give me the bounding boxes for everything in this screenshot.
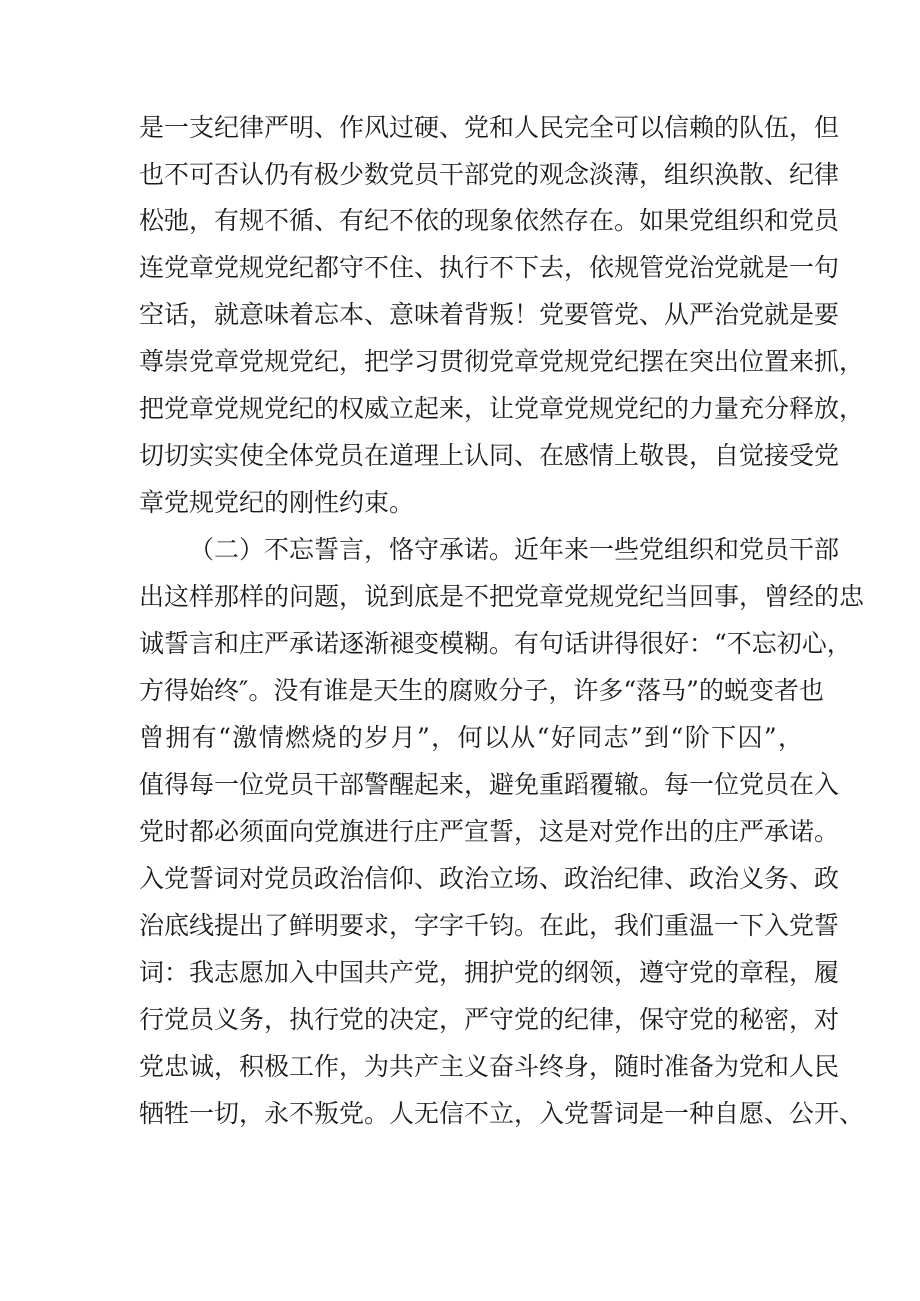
text-line: 尊崇党章党规党纪，把学习贯彻党章党规党纪摆在突出位置来抓， (139, 347, 865, 376)
text-line: 值得每一位党员干部警醒起来，避免重蹈覆辙。每一位党员在入 (139, 770, 840, 799)
text-line: 方得始终″。没有谁是天生的腐败分子，许多“落马”的蜕变者也 (139, 676, 824, 705)
text-line: 章党规党纪的刚性约束。 (139, 488, 415, 517)
text-line: 也不可否认仍有极少数党员干部党的观念淡薄，组织涣散、纪律 (139, 160, 840, 189)
text-line: 诚誓言和庄严承诺逐渐褪变模糊。有句话讲得很好：“不忘初心， (139, 629, 852, 658)
text-line: 空话，就意味着忘本、意味着背叛！党要管党、从严治党就是要 (139, 300, 840, 329)
text-line: 党时都必须面向党旗进行庄严宣誓，这是对党作出的庄严承诺。 (139, 817, 840, 846)
text-line: 松弛，有规不循、有纪不依的现象依然存在。如果党组织和党员 (139, 206, 840, 235)
text-line: 把党章党规党纪的权威立起来，让党章党规党纪的力量充分释放， (139, 394, 865, 423)
text-line: 出这样那样的问题，说到底是不把党章党规党纪当回事，曾经的忠 (139, 582, 865, 611)
text-line: 治底线提出了鲜明要求，字字千钧。在此，我们重温一下入党誓 (139, 911, 840, 940)
text-line: 切切实实使全体党员在道理上认同、在感情上敬畏，自觉接受党 (139, 441, 840, 470)
text-line: （二）不忘誓言，恪守承诺。近年来一些党组织和党员干部 (189, 535, 840, 564)
text-line: 牺牲一切，永不叛党。人无信不立，入党誓词是一种自愿、公开、 (139, 1099, 865, 1128)
text-line: 是一支纪律严明、作风过硬、党和人民完全可以信赖的队伍，但 (139, 113, 840, 142)
text-line: 连党章党规党纪都守不住、执行不下去，依规管党治党就是一句 (139, 253, 840, 282)
text-line: 入党誓词对党员政治信仰、政治立场、政治纪律、政治义务、政 (139, 864, 840, 893)
text-line: 党忠诚，积极工作，为共产主义奋斗终身，随时准备为党和人民 (139, 1052, 840, 1081)
text-line: 词：我志愿加入中国共产党，拥护党的纲领，遵守党的章程，履 (139, 958, 840, 987)
text-line: 行党员义务，执行党的决定，严守党的纪律，保守党的秘密，对 (139, 1005, 840, 1034)
text-line: 曾拥有“激情燃烧的岁月”，何以从“好同志”到“阶下囚”， (139, 723, 803, 752)
